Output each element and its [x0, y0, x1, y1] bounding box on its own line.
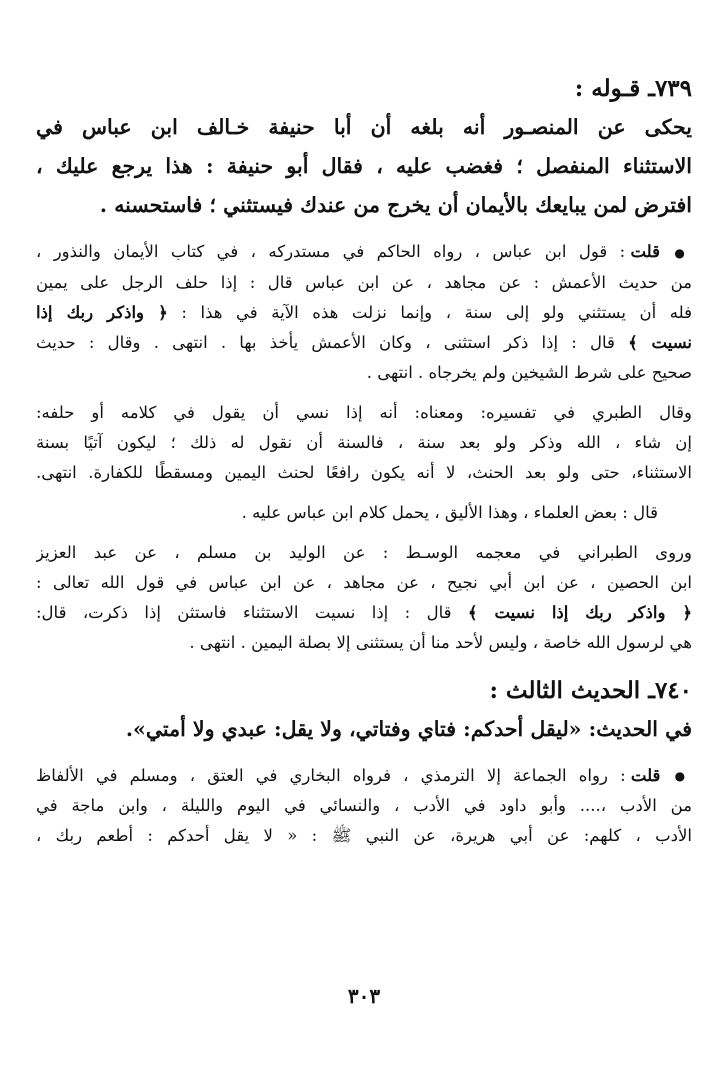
- hadith-heading-739: ٧٣٩ـ قـوله :: [574, 75, 692, 102]
- commentary-paragraph-3: قال : بعض العلماء ، وهذا الأليق ، يحمل كلام ابن عباس عليه .: [241, 502, 658, 522]
- bullet-icon: ●: [674, 245, 692, 260]
- quote-line-3: افترض لمن يبايعك بالأيمان أن يخرج من عندك فيستثني ؛ فاستحسنه .: [99, 193, 692, 217]
- verse-text: ﴿ واذكر ربك إذا: [36, 302, 168, 322]
- verse-text: ﴿ واذكر ربك إذا نسيت ﴾: [467, 602, 692, 622]
- commentary-paragraph-5: ● قلت : رواه الجماعة إلا الترمذي ، فرواه البخاري في العتق ، ومسلم في الألفاظ من الأدب ،.... وأبو داود في الأدب ، والنسائي في اليوم والليلة ، وابن ماجة في الأدب ، كلهم: عن أبي هريرة، عن النبي ﷺ : « لا يقل أحدكم : أطعم ربك ،: [36, 765, 692, 845]
- qultu-label: قلت: [630, 242, 660, 261]
- commentary-paragraph-4: وروى الطبراني في معجمه الوسـط : عن الوليد بن مسلم ، عن عبد العزيز ابن الحصين ، عن ابن أبي نجيح ، عن مجاهد ، عن ابن عباس في قول الله تعالى : ﴿ واذكر ربك إذا نسيت ﴾ قال : إذا نسيت الاستثناء فاستثن إذا ذكرت، قال: هي لرسول الله خاصة ، وليس لأحد منا أن يستثنى إلا بصلة اليمين . انتهى .: [36, 542, 692, 652]
- page-content: [36, 70, 692, 851]
- hadith-heading-740: ٧٤٠ـ الحديث الثالث :: [489, 676, 692, 704]
- page-number: ٣٠٣: [347, 984, 381, 1008]
- bullet-icon: ●: [674, 769, 692, 783]
- qultu-label: قلت: [630, 765, 661, 785]
- quote-block-739: [36, 108, 692, 225]
- commentary-paragraph-2: وقال الطبري في تفسيره: ومعناه: أنه إذا نسي أن يقول في كلامه أو حلفه: إن شاء ، الله وذكر ولو بعد سنة ، فالسنة أن نقول له ذلك ؛ ليكون آتيًا بسنة الاستثناء، حتى ولو بعد الحنث، لا أنه يكون رافعًا لحنث اليمين ومسقطًا للكفارة. انتهى.: [36, 402, 692, 482]
- quote-line-1: يحكى عن المنصـور أنه بلغه أن أبا حنيفة خـالف ابن عباس في: [36, 115, 692, 139]
- quote-line-2: الاستثناء المنفصل ؛ فغضب عليه ، فقال أبو حنيفة : هذا يرجع عليك ،: [36, 154, 692, 178]
- commentary-paragraph-1: ● قلت : قول ابن عباس ، رواه الحاكم في مستدركه ، في كتاب الأيمان والنذور ، من حديث الأعمش : عن مجاهد ، عن ابن عباس قال : إذا حلف الرجل على يمين فله أن يستثني ولو إلى سنة ، وإنما نزلت هذه الآية في هذا : ﴿ واذكر ربك إذا نسيت ﴾ قال : إذا ذكر استثنى ، وكان الأعمش يأخذ بها . انتهى . وقال : حديث صحيح على شرط الشيخين ولم يخرجاه . انتهى .: [36, 242, 692, 382]
- verse-text: نسيت ﴾: [628, 332, 692, 352]
- hadith-text-740: في الحديث: «ليقل أحدكم: فتاي وفتاتي، ولا يقل: عبدي ولا أمتي».: [125, 716, 692, 741]
